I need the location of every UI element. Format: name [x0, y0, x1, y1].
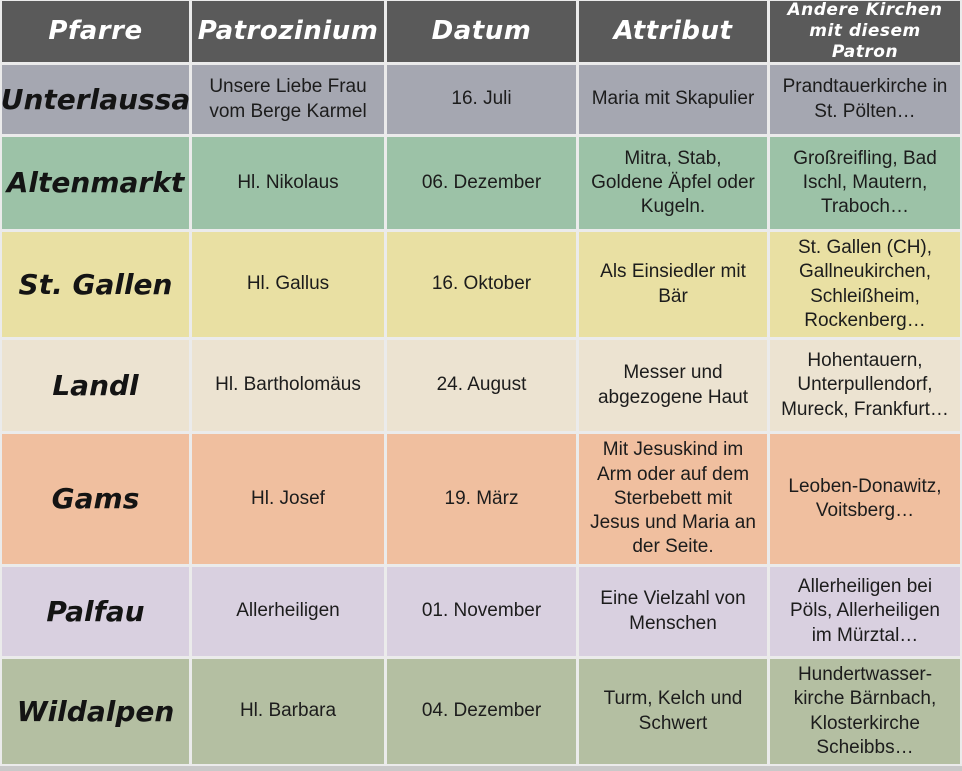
cell-datum: 19. März	[387, 434, 576, 564]
cell-andere-kirchen: Hohentauern, Unterpullendorf, Mureck, Frankfurt…	[770, 340, 960, 431]
cell-attribut: Mitra, Stab, Goldene Äpfel oder Kugeln.	[579, 137, 767, 229]
cell-patrozinium: Hl. Josef	[192, 434, 384, 564]
cell-pfarre: Landl	[2, 340, 189, 431]
cell-pfarre: Palfau	[2, 567, 189, 656]
cell-andere-kirchen: Allerheiligen bei Pöls, Allerheiligen im Mürztal…	[770, 567, 960, 656]
cell-pfarre: Wildalpen	[2, 659, 189, 764]
cell-andere-kirchen: Großreifling, Bad Ischl, Mautern, Traboch…	[770, 137, 960, 229]
cell-attribut: Maria mit Skapulier	[579, 65, 767, 134]
header-cell-pfarre: Pfarre	[2, 1, 189, 62]
cell-patrozinium: Allerheiligen	[192, 567, 384, 656]
cell-attribut: Mit Jesuskind im Arm oder auf dem Sterbebett mit Jesus und Maria an der Seite.	[579, 434, 767, 564]
cell-datum: 04. Dezember	[387, 659, 576, 764]
cell-pfarre: Unterlaussa	[2, 65, 189, 134]
cell-attribut: Als Einsiedler mit Bär	[579, 232, 767, 337]
cell-datum: 16. Oktober	[387, 232, 576, 337]
cell-datum: 24. August	[387, 340, 576, 431]
cell-patrozinium: Hl. Nikolaus	[192, 137, 384, 229]
header-cell-andere-kirchen: Andere Kirchen mit diesem Patron	[770, 1, 960, 62]
cell-datum: 01. November	[387, 567, 576, 656]
cell-attribut: Turm, Kelch und Schwert	[579, 659, 767, 764]
cell-attribut: Eine Vielzahl von Menschen	[579, 567, 767, 656]
header-cell-datum: Datum	[387, 1, 576, 62]
header-cell-patrozinium: Patrozinium	[192, 1, 384, 62]
cell-andere-kirchen: Hundertwasser-kirche Bärnbach, Klosterkirche Scheibbs…	[770, 659, 960, 764]
cell-datum: 06. Dezember	[387, 137, 576, 229]
cell-patrozinium: Hl. Gallus	[192, 232, 384, 337]
header-cell-attribut: Attribut	[579, 1, 767, 62]
cell-andere-kirchen: Leoben-Donawitz, Voitsberg…	[770, 434, 960, 564]
cell-attribut: Messer und abgezogene Haut	[579, 340, 767, 431]
cell-patrozinium: Hl. Barbara	[192, 659, 384, 764]
cell-andere-kirchen: St. Gallen (CH), Gallneukirchen, Schleißheim, Rockenberg…	[770, 232, 960, 337]
cell-pfarre: Gams	[2, 434, 189, 564]
cell-pfarre: St. Gallen	[2, 232, 189, 337]
cell-pfarre: Altenmarkt	[2, 137, 189, 229]
cell-datum: 16. Juli	[387, 65, 576, 134]
cell-andere-kirchen: Prandtauerkirche in St. Pölten…	[770, 65, 960, 134]
cell-patrozinium: Hl. Bartholomäus	[192, 340, 384, 431]
cell-patrozinium: Unsere Liebe Frau vom Berge Karmel	[192, 65, 384, 134]
